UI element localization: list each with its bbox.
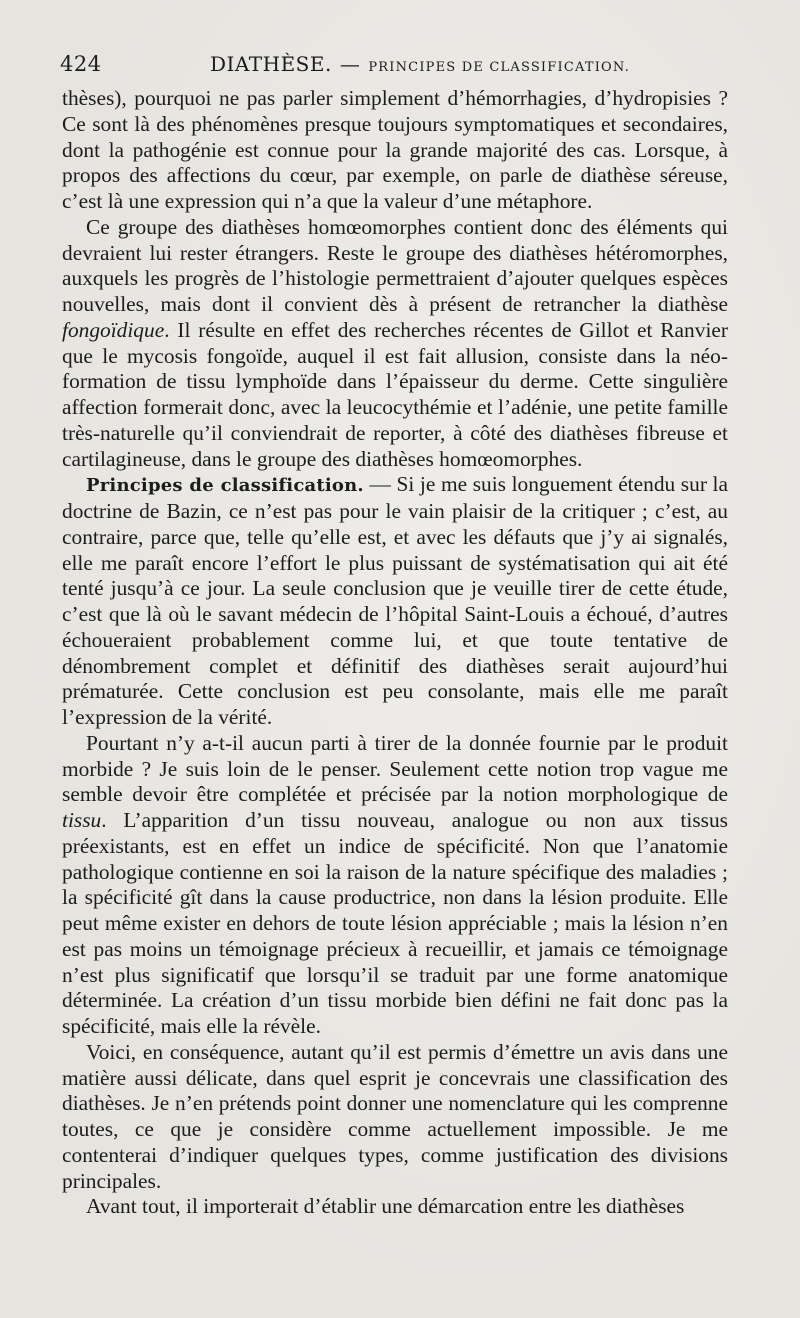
running-header (60, 46, 740, 80)
italic-term: tissu (62, 808, 102, 832)
paragraph-p1 (62, 86, 728, 215)
paragraph-text: — Si je me suis longuement étendu sur la doctrine de Bazin, ce n’est pas pour le vain plaisir de la critiquer ; c’est, au contraire, parce que, telle qu’elle est, et avec les défauts que j’y ai signalés, elle me paraît encore l’effort le plus puissant de systématisation qui ait été tenté jusqu’à ce jour. La seule conclusion que je veuille tirer de cette étude, c’est que là où le savant médecin de l’hôpital Saint-Louis a échoué, d’autres échoueraient probablement comme lui, et que toute tentative de dénombrement complet et définitif des diathèses serait aujourd’hui prématurée. Cette conclusion est peu consolante, mais elle me paraît l’expression de la vérité. (62, 472, 728, 729)
paragraph-text: Pourtant n’y a-t-il aucun parti à tirer de la donnée fournie par le produit morbide ? Je suis loin de le penser. Seulement cette notion trop vague me semble devoir être complétée et précisée par la notion morphologique de (62, 730, 728, 807)
section-heading: Principes de classification. (86, 475, 364, 497)
paragraph-text: Voici, en conséquence, autant qu’il est permis d’émettre un avis dans une matière aussi délicate, dans quel esprit je concevrais une classification des diathèses. Je n’en prétends point donner une nomenclature qui les comprenne toutes, ce que je considère comme actuellement impossible. Je me contenterai d’indiquer quelques types, comme justification des divisions principales. (62, 1039, 728, 1193)
paragraph-text: . Il résulte en effet des recherches récentes de Gillot et Ranvier que le mycosis fongoïde, auquel il est fait allusion, consiste dans la néo-formation de tissu lymphoïde dans l’épaisseur du derme. Cette singulière affection formerait donc, avec la leucocythémie et l’adénie, une petite famille très-naturelle qu’il conviendrait de reporter, à côté des diathèses fibreuse et cartilagineuse, dans le groupe des diathèses homœomorphes. (62, 317, 728, 471)
body-text (62, 86, 728, 1220)
paragraph-p4 (62, 731, 728, 1040)
paragraph-p3 (62, 472, 728, 731)
page-number: 424 (60, 52, 102, 76)
italic-term: fongoïdique (62, 317, 165, 342)
paragraph-text: Avant tout, il importerait d’établir une démarcation entre les diathèses (86, 1194, 685, 1219)
paragraph-text: thèses), pourquoi ne pas parler simplement d’hémorrhagies, d’hydropisies ? Ce sont là des phénomènes presque toujours symptomatiques et secondaires, dont la pathogénie est connue pour la grande majorité des cas. Lorsque, à propos des affections du cœur, par exemple, on parle de diathèse séreuse, c’est là une expression qui n’a que la valeur d’une métaphore. (62, 86, 728, 213)
paragraph-p5 (62, 1040, 728, 1195)
running-title-dash: — (339, 52, 361, 76)
paragraph-text: Ce groupe des diathèses homœomorphes contient donc des éléments qui devraient lui rester étrangers. Reste le groupe des diathèses hétéromorphes, auxquels les progrès de l’histologie permettraient d’ajouter quelques espèces nouvelles, mais dont il convient dès à présent de retrancher la diathèse (62, 214, 728, 316)
running-title-main: DIATHÈSE. (210, 52, 332, 76)
running-title (210, 52, 630, 76)
paragraph-p2 (62, 215, 728, 473)
running-title-subtitle: PRINCIPES DE CLASSIFICATION. (368, 60, 630, 75)
paragraph-p6 (62, 1194, 728, 1220)
paragraph-text: . L’apparition d’un tissu nouveau, analogue ou non aux tissus préexistants, est en effet un indice de spécificité. Non que l’anatomie pathologique contienne en soi la raison de la nature spécifique des maladies ; la spécificité gît dans la cause productrice, non dans la lésion produite. Elle peut même exister en dehors de toute lésion appréciable ; mais la lésion n’en est pas moins un témoignage précieux à recueillir, et jamais ce témoignage n’est plus significatif que lorsqu’il se traduit par une forme anatomique déterminée. La création d’un tissu morbide bien défini ne fait donc pas la spécificité, mais elle la révèle. (62, 808, 728, 1038)
